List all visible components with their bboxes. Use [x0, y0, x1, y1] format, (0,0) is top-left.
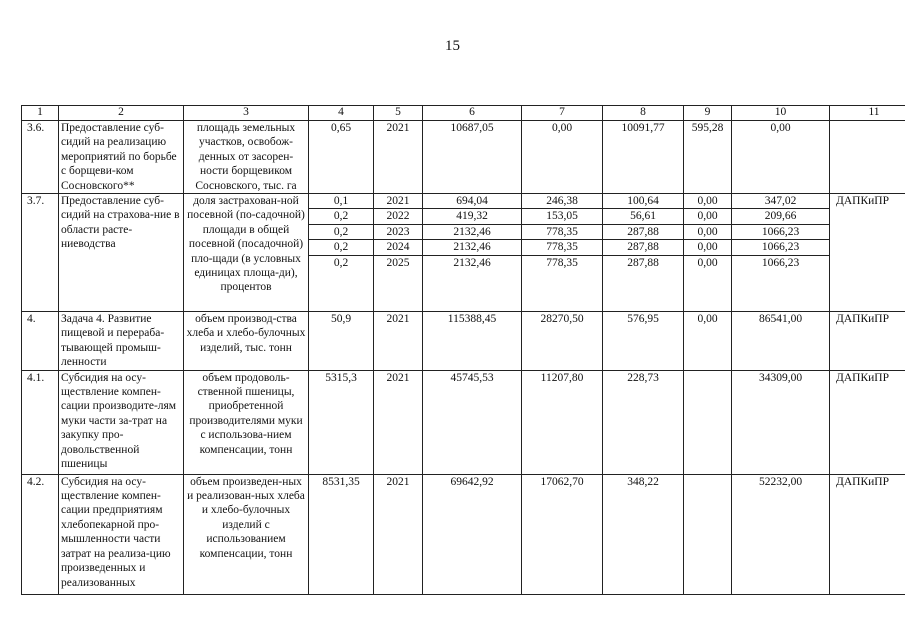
value-c5: 2021	[386, 313, 410, 326]
value-cell-c6	[423, 370, 522, 474]
value-c7: 778,35	[522, 240, 602, 255]
executor: ДАПКиПР	[830, 312, 905, 371]
column-header: 8	[603, 106, 684, 121]
value-c7: 28270,50	[540, 313, 584, 326]
executor: ДАПКиПР	[830, 194, 905, 312]
row-number: 4.2.	[22, 474, 59, 594]
value-cell-c6	[423, 474, 522, 594]
value-c5: 2024	[374, 240, 422, 255]
value-cell-c8	[603, 474, 684, 594]
value-cell-c6	[423, 312, 522, 371]
value-c4: 0,2	[309, 225, 373, 240]
value-c10: 0,00	[770, 122, 791, 134]
value-c9: 0,00	[684, 209, 731, 224]
value-c6: 45745,53	[450, 371, 494, 384]
value-c8: 10091,77	[621, 122, 665, 134]
column-header: 10	[732, 106, 830, 121]
value-c8: 348,22	[627, 475, 659, 488]
value-c5: 2021	[386, 122, 410, 134]
table-row	[22, 370, 905, 474]
measure-name: Субсидия на осу-ществление компен-сации производите-лям муки части за-трат на закупку про-довольственной пшеницы	[59, 370, 184, 474]
table-row	[22, 312, 905, 371]
value-c6: 69642,92	[450, 475, 494, 488]
value-cell-c4	[309, 474, 374, 594]
value-c9: 0,00	[697, 256, 718, 269]
value-c6: 2132,46	[423, 225, 521, 240]
value-c8: 100,64	[603, 194, 683, 209]
value-c7: 11207,80	[540, 371, 584, 384]
value-cell-c10	[732, 194, 830, 312]
value-c6: 115388,45	[447, 313, 497, 326]
value-cell-c9	[684, 312, 732, 371]
value-c9	[686, 475, 729, 489]
value-cell-c4	[309, 370, 374, 474]
measure-name: Задача 4. Развитие пищевой и перераба-тывающей промыш-ленности	[59, 312, 184, 371]
value-c8: 56,61	[603, 209, 683, 224]
value-c10: 52232,00	[758, 475, 803, 488]
row-number: 4.1.	[22, 370, 59, 474]
value-cell-c7	[522, 370, 603, 474]
value-c8: 287,88	[627, 256, 659, 269]
value-c9: 0,00	[684, 194, 731, 209]
value-c10: 209,66	[732, 209, 829, 224]
measure-name: Субсидия на осу-ществление компен-сации предприятиям хлебопекарной про-мышленности части затрат на реализа-цию произведенных и реализованных	[59, 474, 184, 594]
value-c9: 595,28	[691, 122, 724, 134]
value-cell-c7	[522, 121, 603, 194]
value-cell-c5	[374, 370, 423, 474]
value-cell-c7	[522, 194, 603, 312]
column-header: 1	[22, 106, 59, 121]
column-header: 7	[522, 106, 603, 121]
value-c7: 778,35	[522, 225, 602, 240]
value-c5: 2021	[374, 194, 422, 209]
value-c6: 419,32	[423, 209, 521, 224]
row-number: 3.6.	[22, 121, 59, 194]
row-number: 4.	[22, 312, 59, 371]
indicator-description: объем произведен-ных и реализован-ных хлеба и хлебо-булочных изделий с использованием компенсации, тонн	[184, 474, 309, 594]
executor: ДАПКиПР	[830, 474, 905, 594]
value-c4: 50,9	[330, 313, 352, 326]
indicator-description: доля застрахован-ной посевной (по-садочной) площади в общей посевной (посадочной) пло-щади (в условных единицах площа-ди), процентов	[184, 194, 309, 312]
page-number: 15	[445, 38, 460, 54]
value-cell-c5	[374, 312, 423, 371]
column-header: 11	[830, 106, 905, 121]
measure-name: Предоставление суб-сидий на реализацию мероприятий по борьбе с борщеви-ком Сосновского**	[59, 121, 184, 194]
value-cell-c8	[603, 121, 684, 194]
value-c8: 576,95	[627, 313, 659, 326]
measure-name: Предоставление суб-сидий на страхова-ние в области расте-ниеводства	[59, 194, 184, 312]
column-header: 3	[184, 106, 309, 121]
table-row	[22, 121, 905, 194]
value-c6: 10687,05	[450, 122, 494, 134]
indicator-description: объем продоволь-ственной пшеницы, приобретенной производителями муки с использова-нием компенсации, тонн	[184, 370, 309, 474]
value-c7: 778,35	[546, 256, 578, 269]
value-cell-c5	[374, 121, 423, 194]
value-c4: 0,1	[309, 194, 373, 209]
indicator-description: объем производ-ства хлеба и хлебо-булочных изделий, тыс. тонн	[184, 312, 309, 371]
value-c6: 2132,46	[423, 240, 521, 255]
value-cell-c5	[374, 194, 423, 312]
value-c10: 86541,00	[758, 313, 803, 326]
value-cell-c8	[603, 312, 684, 371]
value-c4: 0,65	[330, 122, 352, 134]
column-header: 4	[309, 106, 374, 121]
value-cell-c7	[522, 312, 603, 371]
column-header: 6	[423, 106, 522, 121]
value-cell-c9	[684, 194, 732, 312]
value-c5: 2025	[386, 256, 410, 269]
value-c8: 287,88	[603, 240, 683, 255]
row-number: 3.7.	[22, 194, 59, 312]
value-c10: 347,02	[732, 194, 829, 209]
value-cell-c10	[732, 121, 830, 194]
value-c10: 1066,23	[732, 240, 829, 255]
value-c8: 228,73	[627, 371, 659, 384]
value-c10: 1066,23	[761, 256, 800, 269]
value-c5: 2022	[374, 209, 422, 224]
value-cell-c4	[309, 312, 374, 371]
value-cell-c7	[522, 474, 603, 594]
value-cell-c10	[732, 370, 830, 474]
value-c9: 0,00	[684, 225, 731, 240]
value-cell-c9	[684, 121, 732, 194]
value-c7: 153,05	[522, 209, 602, 224]
column-header: 2	[59, 106, 184, 121]
value-c7: 246,38	[522, 194, 602, 209]
value-cell-c10	[732, 474, 830, 594]
value-c4: 0,2	[333, 256, 349, 269]
value-c4: 5315,3	[325, 371, 357, 384]
value-c9	[686, 371, 729, 385]
value-c6: 694,04	[423, 194, 521, 209]
executor: ДАПКиПР	[830, 370, 905, 474]
value-cell-c8	[603, 370, 684, 474]
table-row	[22, 474, 905, 594]
value-c5: 2021	[386, 371, 410, 384]
value-cell-c8	[603, 194, 684, 312]
value-cell-c6	[423, 194, 522, 312]
value-c9: 0,00	[697, 313, 718, 326]
value-cell-c6	[423, 121, 522, 194]
value-cell-c4	[309, 121, 374, 194]
value-c7: 17062,70	[540, 475, 584, 488]
program-table	[21, 105, 905, 595]
value-cell-c9	[684, 370, 732, 474]
value-cell-c10	[732, 312, 830, 371]
value-c6: 2132,46	[453, 256, 491, 269]
value-c9: 0,00	[684, 240, 731, 255]
value-c7: 0,00	[551, 122, 573, 134]
value-c10: 1066,23	[732, 225, 829, 240]
table-row	[22, 194, 905, 312]
indicator-description: площадь земельных участков, освобож-денных от засорен-ности борщевиком Сосновского, тыс. га	[184, 121, 309, 194]
value-c4: 0,2	[309, 240, 373, 255]
column-header: 5	[374, 106, 423, 121]
value-cell-c5	[374, 474, 423, 594]
value-c4: 0,2	[309, 209, 373, 224]
value-cell-c9	[684, 474, 732, 594]
value-c8: 287,88	[603, 225, 683, 240]
column-header: 9	[684, 106, 732, 121]
value-c10: 34309,00	[758, 371, 803, 384]
value-cell-c4	[309, 194, 374, 312]
executor	[830, 121, 905, 194]
value-c4: 8531,35	[322, 475, 360, 488]
column-number-row	[22, 106, 905, 121]
value-c5: 2023	[374, 225, 422, 240]
value-c5: 2021	[386, 475, 410, 488]
